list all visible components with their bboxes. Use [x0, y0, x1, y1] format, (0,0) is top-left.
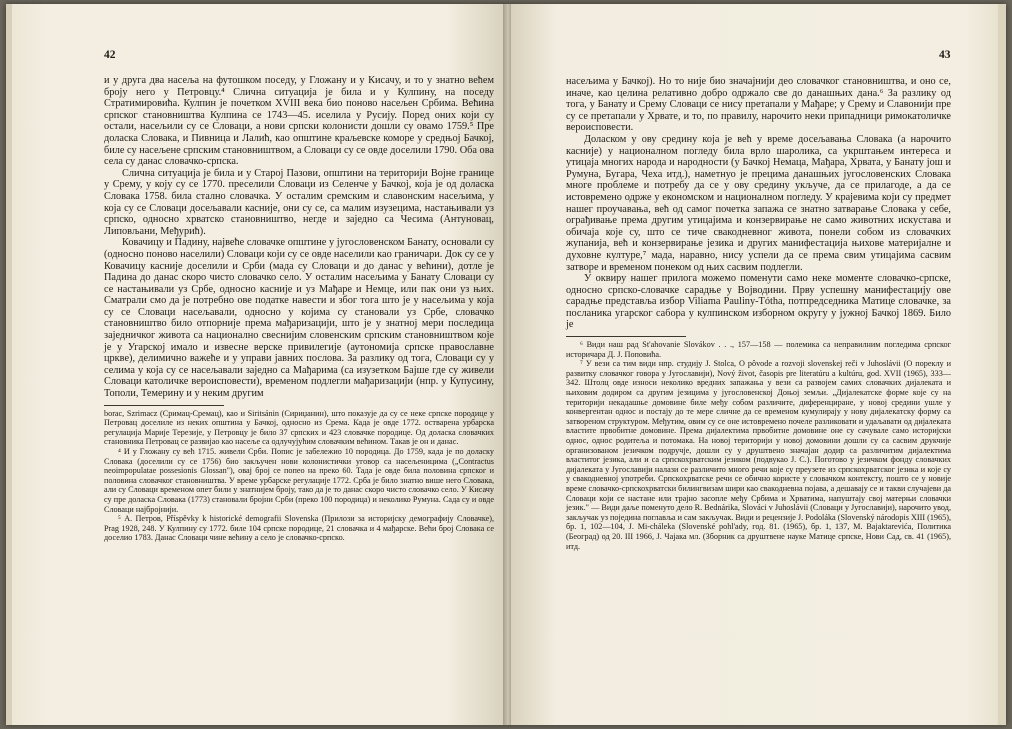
footnote: ⁵ А. Петров, Příspěvky k historické demografii Slovenska (Прилози за историјску демографију Словачке), Prag 1928, 248. У Кулпину су 1772. биле 104 српске породице, 21 словачка и 4 мађарске. Већи број Словака се доселио 1783. Данас Словаци чине већину а село је словачко-српско.: [104, 514, 494, 543]
paragraph: Доласком у ову средину која је већ у време досељавања Словака (а нарочито касније) у националном погледу била врло шаролика, са укрштањем интереса и утицаја многих народа и народности (у Бачкој Немаца, Мађара, Хрвата, у Банату још и Румуна, Бугара, Чехa итд.), наметнуо је прецима данашњих југословенских Словака многе проблеме и потребу да се у ову средину укључе, да се прилагоде, а да се истовремено одрже у економском и националном погледу. У крајевима који су предмет нашег проучавања, већ од самог почетка запажа се знатно затварање Словака у себе, ограђивање према другим утицајима и конзервирање не само животних искустава и обичаја које су, што се тиче свакодневног живота, понели собом из словачких жупанија, већ и конзервирање језика и других манифестација њихове материјалне и духовне културе,⁷ мада, наравно, нису успели да се према свим утицајима сасвим затворе и временом понеком од њих сасвим подлегли.: [566, 133, 951, 273]
book-gutter: [503, 4, 511, 725]
footnote: ⁶ Види наш рад St'ahovanie Slovákov . . ., 157—158 — полемика са неправилним погледима српског историчара Д. Ј. Поповића.: [566, 340, 951, 359]
right-page-body: [566, 76, 951, 551]
paragraph: Ковачицу и Падину, највеће словачке општине у југословенском Банату, основали су (односно поново населили) Словаци који су се овде населили као граничари. Док су се у Ковачицу касније доселили и Срби (мада су Словаци и до данас у већини), дотле је Падина до данас скоро чисто словачко село. У осталим насељима у Банату Словаци су се настањивали уз Србе, односно касније и уз Мађаре и Немце, или пак они уз њих. Сматрали смо да је потребно ове податке навести и због тога што је у насељима у која су се Словаци насељавали, односно у којима су становали уз Србе, словачко становништво било отпорније према мађаризацији, што је у знатној мери последица заједничког живота са национално свеснијим словенским српским становништвом које је у Угарској имало и извесне верске привилегије (аутономија српске православне цркве), делимично важеће и у управи јавних послова. За разлику од тога, Словаци су у селима у која су се насељавали заједно са Мађарима (са изузетком Бајше где су живели Словаци католичке вероисповести), временом подлегли мађаризацији (нпр. у Купусину, Тополи, Темерину и у неким другим: [104, 237, 494, 400]
footnote: borac, Szrimacz (Сримац-Сремац), као и Siritsánin (Сириџанин), што показује да су се неке српске породице у Петровац доселиле из неких општина у Бачкој, односно из Срема. Када је овде 1772. остварена урбарска регулација Марије Терезије, у Петровцу је било 37 српских и 423 словачке породице. Од доласка словачких становника Петровац се развијао као насеље са одлучујућим словачким већином. Такав је он и данас.: [104, 408, 494, 447]
right-page: [506, 4, 1006, 725]
paragraph: насељима у Бачкој). Но то није био значајнији део словачког становништва, и оно се, иначе, као целина релативно добро одржало све до данашњих дана.⁶ За разлику од тога, у Банату и Срему Словаци се нису претапали у Мађаре; у Срему и Славонији пре су се претапали у Хрвате, и то, по правилу, нарочито неки припадници римокатоличке вероисповести.: [566, 76, 951, 134]
left-page: [6, 4, 506, 725]
footnote: ⁴ И у Гложану су већ 1715. живели Срби. Попис је забележио 10 породица. До 1759, када је по доласку Словака (доселили су се 1756) био закључен нови колонистички уговор са насељеницима („Contractus neoimpopulatae possesionis Glossan"), овај број се попео на преко 60. Тада је овде била половина српског и половина словачког становништва. У време урбарске регулације 1772. Срба је било знатно више него Словака, али су Словаци временом опет били у знатнијем броју, тако да је то данас скоро чисто словачко село. У Кисачу су пре доласка Словака (1773) становали бројни Срби (преко 100 породица) и неколико Румуна. Сада су и овде Словаци најбројнији.: [104, 447, 494, 514]
paragraph: У оквиру нашег прилога можемо поменути само неке моменте словачко-српске, односно српско-словачке сарадње у Војводини. Прву успешну манифестацију ове сарадње представља избор Viliama Pauliny-Tótha, потпредседника Матице словачке, за посланика угарског сабора у кулпинском изборном округу у јужној Бачкој 1869. Било је: [566, 273, 951, 331]
paragraph: Слична ситуација је била и у Старој Пазови, општини на територији Војне границе у Срему, у коју су се 1770. преселили Словаци из Селенче у Бачкој, која је од доласка Словака 1758. била стално словачка. У осталим сремским и славонским насељима, у која су се Словаци досељавали касније, они су се, са малим изузецима, настањивали уз српско, односно хрватско становништво, негде и заједно са Чесима (Антуновац, Липовљани, Међурић).: [104, 167, 494, 237]
left-page-body: [104, 75, 494, 543]
page-number: 42: [104, 49, 116, 61]
page-edge: [998, 4, 1006, 725]
footnote-divider: [104, 405, 224, 406]
page-number: 43: [939, 49, 951, 61]
footnote-divider: [566, 336, 686, 337]
book-spread: [6, 4, 1006, 725]
paragraph: и у друга два насеља на футошком поседу, у Гложану и у Кисачу, и то у знатно већем броју него у Петровцу.⁴ Слична ситуација је била и у Кулпину, на поседу Стратимировића. Кулпин је почетком XVIII века био поново насељен Србима. Већина српског становништва Кулпина се 1743—45. иселила у Русију. Поред оних који су остали, насељили су се Словаци, а нови српски колонисти дошли су овамо 1759.⁵ Пре доласка Словака, и Пивница и Лалић, као општине краљевске коморе у средњој Бачкој, биле су насељене српским становништвом, а Словаци су се овде доселили 1790. Оба ова села су данас словачко-српска.: [104, 75, 494, 168]
footnote: ⁷ У вези са тим види нпр. студију J. Stolca, O pôvode a rozvoji slovenskej reči v Juhoslávii (О пореклу и развитку словачког говора у Југославији), Nový život, časopis pre literatúru a kultúru, god. XVII (1965), 333—342. Штолц овде износи неколико вредних запажања у вези са развојем самих словачких дијалеката и њиховим додиром са другим језицима у југословенској Доњој земљи. „Дијалекатске форме које су на територији некадашње домовине биле међу собом различите, диференциране, у новој средини ушле у конвергентан однос и постају до те мере сличне да се временом кумулирају у нову дијалекатску форму са затвореном структуром. Међутим, овим су се оне истовремено почеле разликовати и удаљавати од дијалеката властите првобитне домовине. Према дијалектима првобитне домовине оне су сачувале само историјски однос, однос родитеља и потомака. На новој територији у новој домовини дошли су са сасвим друкчије организованом језичком подручје, дошли су у друштвено значајан додир са различитим дијалектима властитог језика, али и са српскохрватским језиком (подвукао J. С.). Поготово у језичком фонду словачких дијалеката у Југославији налази се различито много речи које су преузете из српскохрватског језика и које су у свакодневној употреби. Српскохрватске речи се обично користе у словачком контексту, пошто се у новије време словачко-српскохрватски билингвизам шири као свакодневна појава, а дешавају се и такви случајеви да Словаци који се настане или трајно засопле међу Србима и Хрватима, напуштају свој матерњи словачки језик." — Види даље поменуто дело R. Bednárika, Slováci v Juhoslávii (Словаци у Југославији), нарочито увод, закључак уз поједина поглавља и сам закључак. Види и рецензије J. Podoláka (Slovenský národopis XIII (1965), бр. 1, 102—104, J. Mi-cháleka (Slovenské pohl'ady, год. 81. (1965), бр. 1, 137, M. Bajaktarevića, Политика (Београд) од 20. III 1966, J. Чајака мл. (Зборник са друштвене науке Матице српске, Нови Сад, св. 41 (1965), итд.: [566, 359, 951, 551]
page-edge: [6, 4, 12, 725]
